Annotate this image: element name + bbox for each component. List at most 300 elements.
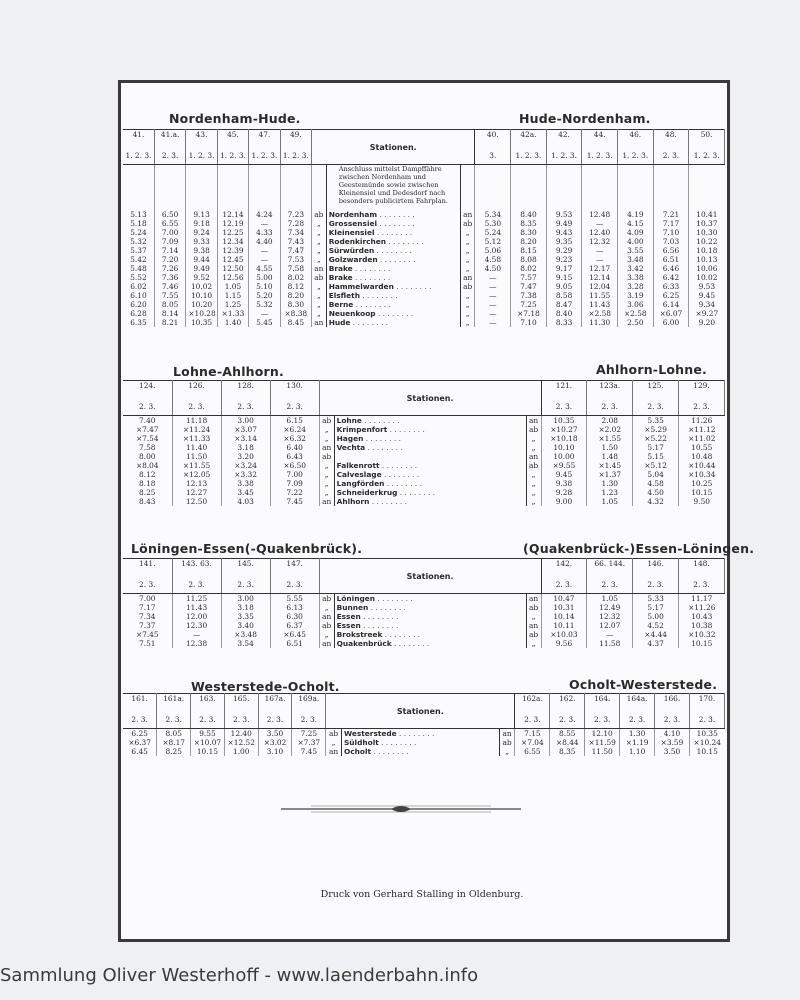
station-name: Westerstede . . . . . . . .	[343, 729, 435, 738]
time-cell: 5.37	[130, 246, 147, 255]
station-name: Brake . . . . . . . .	[328, 273, 391, 282]
train-number: 167a.	[264, 694, 286, 703]
time-cell: 8.12	[139, 470, 156, 479]
time-cell: ×8.44	[555, 738, 579, 747]
train-classes: 2. 3.	[663, 715, 681, 724]
time-cell: 5.24	[484, 228, 502, 237]
time-cell: 10.47	[553, 594, 575, 603]
train-column-header	[123, 559, 172, 594]
time-cell: ab	[322, 621, 332, 630]
train-number: 162.	[559, 694, 576, 703]
station-name: Falkenrott . . . . . . . .	[336, 461, 418, 470]
train-classes: 2. 3.	[233, 715, 250, 724]
time-cell: 5.20	[256, 291, 273, 300]
time-cell: 1.05	[601, 497, 618, 506]
time-cell: 9.34	[698, 300, 716, 309]
train-times-column	[270, 416, 319, 507]
time-cell: an	[328, 747, 339, 756]
time-cell: an	[314, 318, 324, 327]
time-cell: 7.10	[520, 318, 537, 327]
time-cell: 10.15	[196, 747, 219, 756]
time-cell: „	[324, 630, 329, 639]
train-times-column	[689, 729, 724, 757]
train-number: 170.	[698, 694, 716, 703]
time-cell: 10.15	[691, 488, 713, 497]
time-cell: 12.10	[591, 729, 613, 738]
time-cell: „	[465, 309, 470, 318]
time-cell: 8.45	[287, 318, 305, 327]
train-times-column	[475, 165, 511, 328]
time-cell: 12.45	[222, 255, 244, 264]
time-cell: 10.55	[691, 443, 713, 452]
time-cell: ×3.59	[660, 738, 684, 747]
time-cell: an	[322, 443, 332, 452]
time-cell: „	[316, 309, 321, 318]
train-number: 125.	[647, 381, 664, 390]
time-cell: ×11.02	[688, 434, 716, 443]
station-name: Hammelwarden . . . . . . . .	[328, 282, 432, 291]
train-number: 165.	[233, 694, 250, 703]
train-number: 141.	[139, 559, 156, 568]
time-cell: 10.48	[691, 452, 713, 461]
time-cell: 12.39	[222, 246, 244, 255]
train-column-header	[585, 694, 620, 729]
station-name: Löningen . . . . . . . .	[336, 594, 413, 603]
time-cell: „	[465, 291, 470, 300]
train-column-header	[123, 694, 157, 729]
time-cell: 7.47	[287, 246, 305, 255]
train-column-header	[689, 130, 725, 165]
station-name: Berne . . . . . . . .	[328, 300, 391, 309]
time-cell: 7.03	[662, 237, 680, 246]
station-list	[326, 165, 460, 328]
time-cell: 12.14	[589, 273, 611, 282]
train-classes: 2. 3.	[662, 151, 680, 160]
time-cell: 7.09	[286, 479, 303, 488]
time-cell: „	[316, 282, 321, 291]
time-cell: 8.35	[520, 219, 537, 228]
time-cell: 12.13	[185, 479, 208, 488]
time-cell: ×3.02	[263, 738, 287, 747]
time-cell: 12.48	[589, 210, 611, 219]
time-cell: 8.02	[287, 273, 305, 282]
time-cell: 7.46	[161, 282, 179, 291]
time-cell: —	[606, 630, 614, 639]
time-cell: „	[505, 747, 509, 756]
time-cell: 4.19	[627, 210, 644, 219]
train-column-header	[689, 694, 724, 729]
time-cell: 9.15	[555, 273, 573, 282]
train-classes: 2. 3.	[286, 580, 303, 589]
time-cell: 12.34	[222, 237, 244, 246]
train-number: 130.	[286, 381, 303, 390]
train-times-column	[633, 594, 679, 649]
time-cell: 8.02	[520, 264, 537, 273]
train-classes: 2. 3.	[237, 402, 254, 411]
time-cell: 3.18	[237, 603, 254, 612]
train-times-column	[633, 416, 679, 507]
time-cell: 5.33	[647, 594, 664, 603]
time-cell: 12.50	[222, 264, 244, 273]
time-cell: ×1.19	[625, 738, 649, 747]
time-cell: ×3.14	[234, 434, 257, 443]
time-cell: 9.35	[555, 237, 573, 246]
time-cell: 12.27	[185, 488, 208, 497]
section-title-right: Hude-Nordenham.	[519, 111, 651, 126]
time-cell: 9.38	[193, 246, 210, 255]
station-name: Essen . . . . . . . .	[336, 621, 399, 630]
time-cell: 9.45	[555, 470, 573, 479]
time-cell: ab	[528, 461, 539, 470]
time-cell: 7.14	[161, 246, 179, 255]
time-cell: 9.45	[698, 291, 716, 300]
time-cell: 4.50	[647, 488, 664, 497]
time-cell: ×7.54	[135, 434, 159, 443]
time-cell: ×10.18	[550, 434, 578, 443]
time-cell: 4.09	[627, 228, 644, 237]
time-cell: 7.36	[161, 273, 179, 282]
time-cell: 7.00	[286, 470, 303, 479]
time-cell: ×9.27	[695, 309, 719, 318]
time-cell: 8.47	[555, 300, 573, 309]
time-cell: 7.22	[286, 488, 303, 497]
time-cell: 9.13	[193, 210, 210, 219]
time-cell: ×6.32	[283, 434, 306, 443]
time-cell: 1.50	[601, 443, 618, 452]
train-column-header	[186, 130, 217, 165]
section-title-right: (Quakenbrück-)Essen-Löningen.	[523, 541, 755, 556]
time-cell: 8.14	[161, 309, 179, 318]
time-cell: ×11.24	[182, 425, 211, 434]
time-cell: 11.25	[185, 594, 208, 603]
time-cell: „	[465, 246, 470, 255]
time-cell: 6.43	[286, 452, 303, 461]
time-cell: 10.14	[553, 612, 575, 621]
time-cell: ×3.07	[234, 425, 257, 434]
time-cell: „	[531, 479, 536, 488]
time-cell: 8.00	[139, 452, 156, 461]
time-cell: —	[595, 246, 604, 255]
arrival-departure-column	[326, 729, 342, 757]
time-cell: 10.25	[691, 479, 713, 488]
time-cell: ×2.02	[598, 425, 622, 434]
time-cell: 9.52	[193, 273, 210, 282]
time-cell: 6.20	[130, 300, 147, 309]
time-cell: 9.43	[555, 228, 573, 237]
time-cell: ×7.04	[521, 738, 544, 747]
time-cell: 10.02	[190, 282, 213, 291]
time-cell: ×5.22	[644, 434, 667, 443]
train-classes: 1. 2. 3.	[282, 151, 309, 160]
time-cell: 12.40	[589, 228, 611, 237]
time-cell: 11.55	[589, 291, 611, 300]
time-cell: 12.40	[230, 729, 252, 738]
time-cell: 4.37	[647, 639, 664, 648]
time-cell: 6.35	[130, 318, 147, 327]
time-cell: 10.35	[696, 729, 718, 738]
train-classes: 1. 2. 3.	[188, 151, 215, 160]
time-cell: 8.20	[287, 291, 305, 300]
time-cell: —	[489, 291, 497, 300]
time-cell: 7.23	[287, 210, 305, 219]
train-classes: 1. 2. 3.	[622, 151, 649, 160]
time-cell: 5.12	[484, 237, 502, 246]
time-cell: 4.52	[647, 621, 664, 630]
time-cell: ×8.17	[162, 738, 185, 747]
station-name: Ahlhorn . . . . . . . .	[336, 497, 407, 506]
time-cell: ×2.58	[623, 309, 647, 318]
time-cell: „	[316, 246, 321, 255]
station-name: Süldholt . . . . . . . .	[343, 738, 417, 747]
time-cell: ×10.34	[688, 470, 716, 479]
time-cell: —	[489, 300, 497, 309]
time-cell: —	[595, 255, 604, 264]
time-cell: 9.17	[555, 264, 573, 273]
time-cell: 5.35	[647, 416, 664, 425]
train-classes: 2. 3.	[165, 715, 182, 724]
train-number: 161.	[131, 694, 148, 703]
train-classes: 2. 3.	[286, 402, 303, 411]
train-times-column	[541, 594, 587, 649]
train-times-column	[186, 165, 217, 328]
time-cell: 3.50	[663, 747, 681, 756]
time-cell: 10.06	[696, 264, 718, 273]
time-cell: 10.00	[553, 452, 575, 461]
time-cell: ×3.24	[234, 461, 257, 470]
train-classes: 1. 2. 3.	[220, 151, 246, 160]
time-cell: 12.50	[185, 497, 208, 506]
train-classes: 1. 2. 3.	[586, 151, 613, 160]
time-cell: 10.37	[696, 219, 718, 228]
time-cell: 9.49	[193, 264, 210, 273]
time-cell: —	[489, 282, 497, 291]
time-cell: 3.35	[237, 612, 254, 621]
time-cell: 3.54	[237, 639, 254, 648]
time-cell: „	[465, 300, 470, 309]
time-cell: 1.48	[601, 452, 618, 461]
train-number: 66. 144.	[594, 559, 626, 568]
time-cell: ab	[329, 729, 339, 738]
time-cell: 11.43	[589, 300, 611, 309]
time-cell: 5.45	[256, 318, 273, 327]
stations-header: Stationen.	[319, 381, 541, 416]
time-cell: —	[489, 309, 497, 318]
time-cell: 5.48	[130, 264, 147, 273]
time-cell: „	[324, 461, 329, 470]
time-cell: ×10.27	[550, 425, 578, 434]
time-cell: ×1.55	[598, 434, 622, 443]
train-classes: 2. 3.	[559, 715, 576, 724]
train-column-header	[587, 559, 633, 594]
train-column-header	[123, 130, 154, 165]
timetable-grid	[123, 129, 725, 327]
time-cell: 12.14	[222, 210, 244, 219]
time-cell: 4.50	[484, 264, 502, 273]
section-title-left: Löningen-Essen(-Quakenbrück).	[131, 541, 363, 556]
train-column-header	[249, 130, 280, 165]
time-cell: 12.07	[599, 621, 621, 630]
train-classes: 1. 2. 3.	[693, 151, 720, 160]
time-cell: 6.02	[130, 282, 147, 291]
time-cell: 5.34	[484, 210, 502, 219]
station-name: Langförden . . . . . . . .	[336, 479, 422, 488]
time-cell: 7.55	[161, 291, 179, 300]
time-cell: 3.48	[627, 255, 644, 264]
time-cell: „	[465, 318, 470, 327]
train-number: 128.	[237, 381, 254, 390]
train-number: 126.	[188, 381, 205, 390]
time-cell: —	[260, 309, 269, 318]
train-times-column	[541, 416, 587, 507]
time-cell: 8.55	[559, 729, 576, 738]
time-cell: 6.30	[286, 612, 303, 621]
section-title-right: Ocholt-Westerstede.	[569, 677, 718, 692]
station-name	[337, 452, 524, 461]
time-cell: an	[314, 264, 324, 273]
train-times-column	[679, 416, 725, 507]
time-cell: 7.21	[662, 210, 680, 219]
time-cell: 6.28	[130, 309, 147, 318]
train-classes: 1. 2. 3.	[515, 151, 542, 160]
time-cell: „	[465, 237, 470, 246]
section-title-left: Lohne-Ahlhorn.	[173, 364, 284, 379]
time-cell: 6.25	[131, 729, 148, 738]
train-times-column	[653, 165, 689, 328]
train-column-header	[217, 130, 248, 165]
time-cell: 7.25	[300, 729, 318, 738]
train-times-column	[172, 594, 221, 649]
time-cell: ×5.29	[644, 425, 667, 434]
time-cell: „	[465, 255, 470, 264]
station-name: Golzwarden . . . . . . . .	[328, 255, 416, 264]
timetable-loeningen-essen	[123, 558, 725, 648]
time-cell: 9.44	[193, 255, 210, 264]
section-title-left: Nordenham-Hude.	[169, 111, 301, 126]
train-number: 169a.	[298, 694, 320, 703]
station-name: Bunnen . . . . . . . .	[336, 603, 406, 612]
time-cell: an	[322, 497, 332, 506]
time-cell: ×6.07	[659, 309, 683, 318]
time-cell: 11.30	[589, 318, 611, 327]
train-number: 121.	[555, 381, 573, 390]
time-cell: 10.41	[696, 210, 718, 219]
time-cell: 4.24	[256, 210, 273, 219]
time-cell: ×8.04	[135, 461, 159, 470]
train-number: 42a.	[520, 130, 537, 139]
station-name: Grossensiel . . . . . . . .	[328, 219, 415, 228]
time-cell: 10.35	[190, 318, 213, 327]
time-cell: ×4.44	[644, 630, 667, 639]
time-cell: 6.50	[161, 210, 179, 219]
train-times-column	[123, 416, 172, 507]
train-column-header	[617, 130, 653, 165]
time-cell: 1.05	[601, 594, 618, 603]
time-cell: 10.15	[691, 639, 713, 648]
time-cell: 5.06	[484, 246, 502, 255]
time-cell: „	[324, 488, 329, 497]
time-cell: ab	[322, 416, 332, 425]
time-cell: 7.09	[161, 237, 179, 246]
time-cell: ×7.45	[135, 630, 159, 639]
train-column-header	[270, 559, 319, 594]
train-number: 142.	[555, 559, 573, 568]
train-column-header	[620, 694, 655, 729]
train-number: 163.	[199, 694, 216, 703]
time-cell: 5.17	[647, 603, 664, 612]
train-column-header	[582, 130, 618, 165]
time-cell: 9.50	[693, 497, 710, 506]
time-cell: 8.21	[161, 318, 179, 327]
arrival-departure-column	[526, 594, 541, 649]
time-cell: ×5.12	[644, 461, 667, 470]
time-cell: 6.25	[662, 291, 680, 300]
time-cell: 6.10	[130, 291, 147, 300]
time-cell: ×10.03	[550, 630, 578, 639]
time-cell: 10.35	[553, 416, 575, 425]
time-cell: 10.30	[696, 228, 718, 237]
time-cell: 9.56	[555, 639, 573, 648]
time-cell: 3.18	[237, 443, 254, 452]
time-cell: 8.05	[161, 300, 179, 309]
time-cell: 4.33	[256, 228, 273, 237]
train-number: 129.	[693, 381, 710, 390]
train-classes: 2. 3.	[698, 715, 716, 724]
time-cell: 8.15	[520, 246, 537, 255]
station-name: Hagen . . . . . . . .	[336, 434, 401, 443]
time-cell: ab	[502, 738, 512, 747]
train-number: 143. 63.	[181, 559, 212, 568]
train-number: 50.	[700, 130, 713, 139]
train-classes: 2. 3.	[139, 402, 156, 411]
time-cell: 1.30	[628, 729, 646, 738]
train-column-header	[221, 381, 270, 416]
train-times-column	[582, 165, 618, 328]
time-cell: ×3.48	[234, 630, 257, 639]
time-cell: 7.45	[300, 747, 318, 756]
train-times-column	[511, 165, 547, 328]
time-cell: ×7.37	[297, 738, 321, 747]
time-cell: —	[260, 219, 269, 228]
train-column-header	[653, 130, 689, 165]
time-cell: 12.32	[599, 612, 621, 621]
station-name: Quakenbrück . . . . . . . .	[336, 639, 430, 648]
time-cell: 8.40	[555, 309, 573, 318]
time-cell: ×10.28	[188, 309, 216, 318]
time-cell: 7.37	[139, 621, 156, 630]
time-cell: 4.55	[256, 264, 273, 273]
arrival-departure-column	[319, 594, 334, 649]
time-cell: —	[260, 255, 269, 264]
time-cell: ×6.50	[283, 461, 306, 470]
time-cell: 5.18	[130, 219, 147, 228]
time-cell: 7.34	[287, 228, 305, 237]
time-cell: —	[489, 318, 497, 327]
train-column-header	[123, 381, 172, 416]
time-cell: 10.13	[696, 255, 718, 264]
time-cell: 12.32	[589, 237, 611, 246]
train-times-column	[617, 165, 653, 328]
train-times-column	[217, 165, 248, 328]
time-cell: 6.00	[662, 318, 680, 327]
train-times-column	[172, 416, 221, 507]
train-column-header	[633, 381, 679, 416]
time-cell: „	[316, 237, 321, 246]
train-column-header	[655, 694, 690, 729]
station-name: Ocholt . . . . . . . .	[343, 747, 409, 756]
train-times-column	[280, 165, 311, 328]
train-times-column	[221, 594, 270, 649]
train-times-column	[550, 729, 585, 757]
